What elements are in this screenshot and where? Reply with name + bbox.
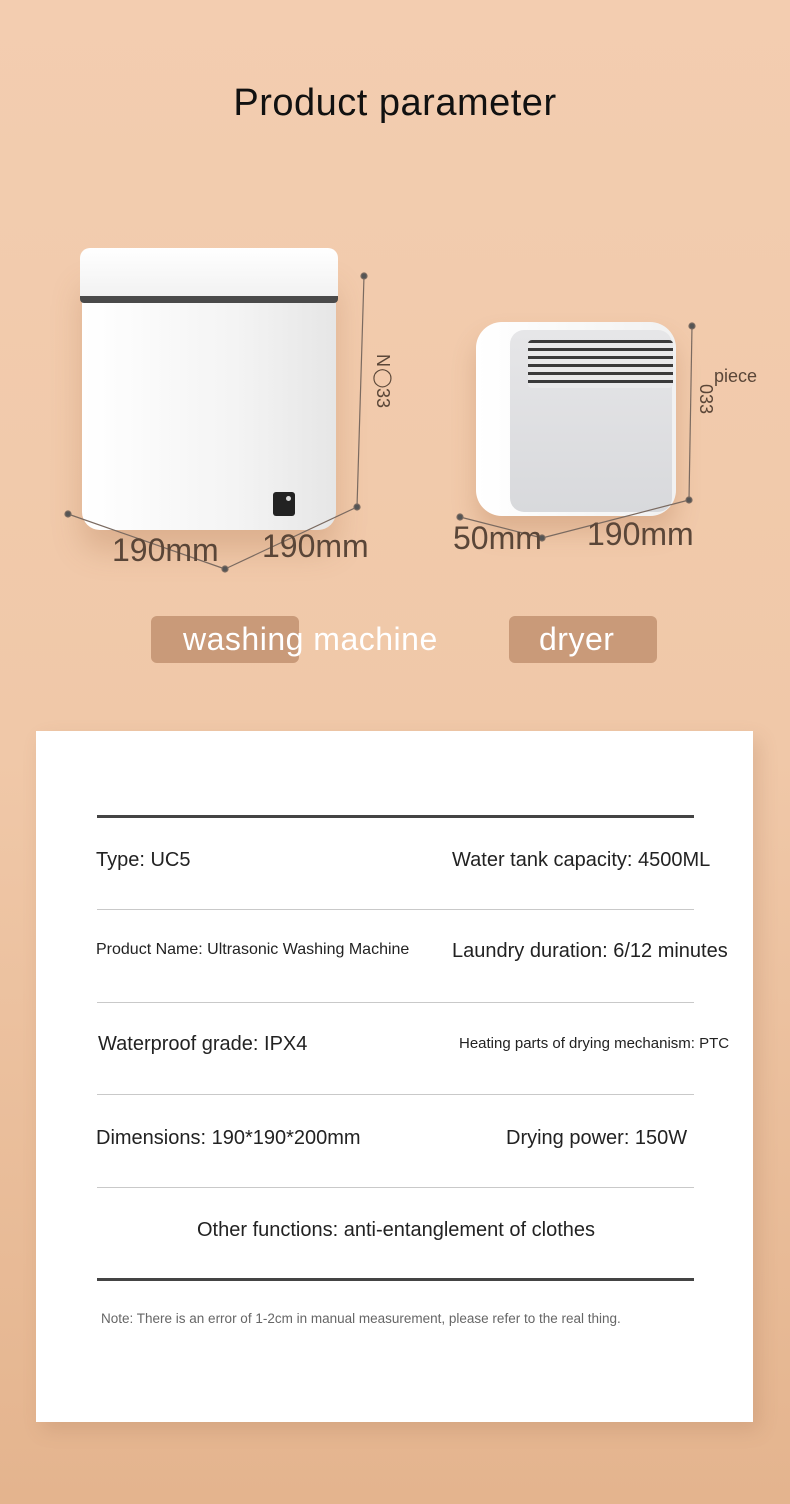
washing-machine-badge-label: washing machine [183, 621, 438, 657]
washer-height-label: N◯33 [373, 354, 393, 409]
page-title: Product parameter [233, 82, 557, 124]
spec-product-name: Product Name: Ultrasonic Washing Machine [96, 941, 410, 958]
spec-waterproof: Waterproof grade: IPX4 [98, 1033, 308, 1055]
washer-width-label: 190mm [112, 532, 219, 568]
spec-type: Type: UC5 [96, 849, 191, 871]
spec-divider [97, 909, 694, 910]
measurement-note: Note: There is an error of 1-2cm in manual measurement, please refer to the real thing. [101, 1311, 621, 1326]
spec-divider [97, 1187, 694, 1188]
dryer-unit-note: piece [714, 366, 758, 386]
spec-heating-parts: Heating parts of drying mechanism: PTC [459, 1035, 730, 1052]
spec-divider [97, 1094, 694, 1095]
dimension-lines [0, 0, 790, 700]
spec-water-tank: Water tank capacity: 4500ML [452, 849, 711, 871]
dryer-badge-label: dryer [539, 621, 615, 657]
dryer-depth-label: 50mm [453, 520, 542, 556]
washer-depth-label: 190mm [262, 528, 369, 564]
spec-bottom-rule [97, 1278, 694, 1281]
dryer-width-label: 190mm [587, 516, 694, 552]
spec-top-rule [97, 815, 694, 818]
spec-other-functions: Other functions: anti-entanglement of clothes [197, 1219, 596, 1241]
spec-divider [97, 1002, 694, 1003]
spec-dimensions: Dimensions: 190*190*200mm [96, 1127, 361, 1149]
spec-drying-power: Drying power: 150W [506, 1127, 688, 1149]
dryer-height-label: 033 [696, 384, 716, 415]
spec-laundry-duration: Laundry duration: 6/12 minutes [452, 940, 728, 962]
